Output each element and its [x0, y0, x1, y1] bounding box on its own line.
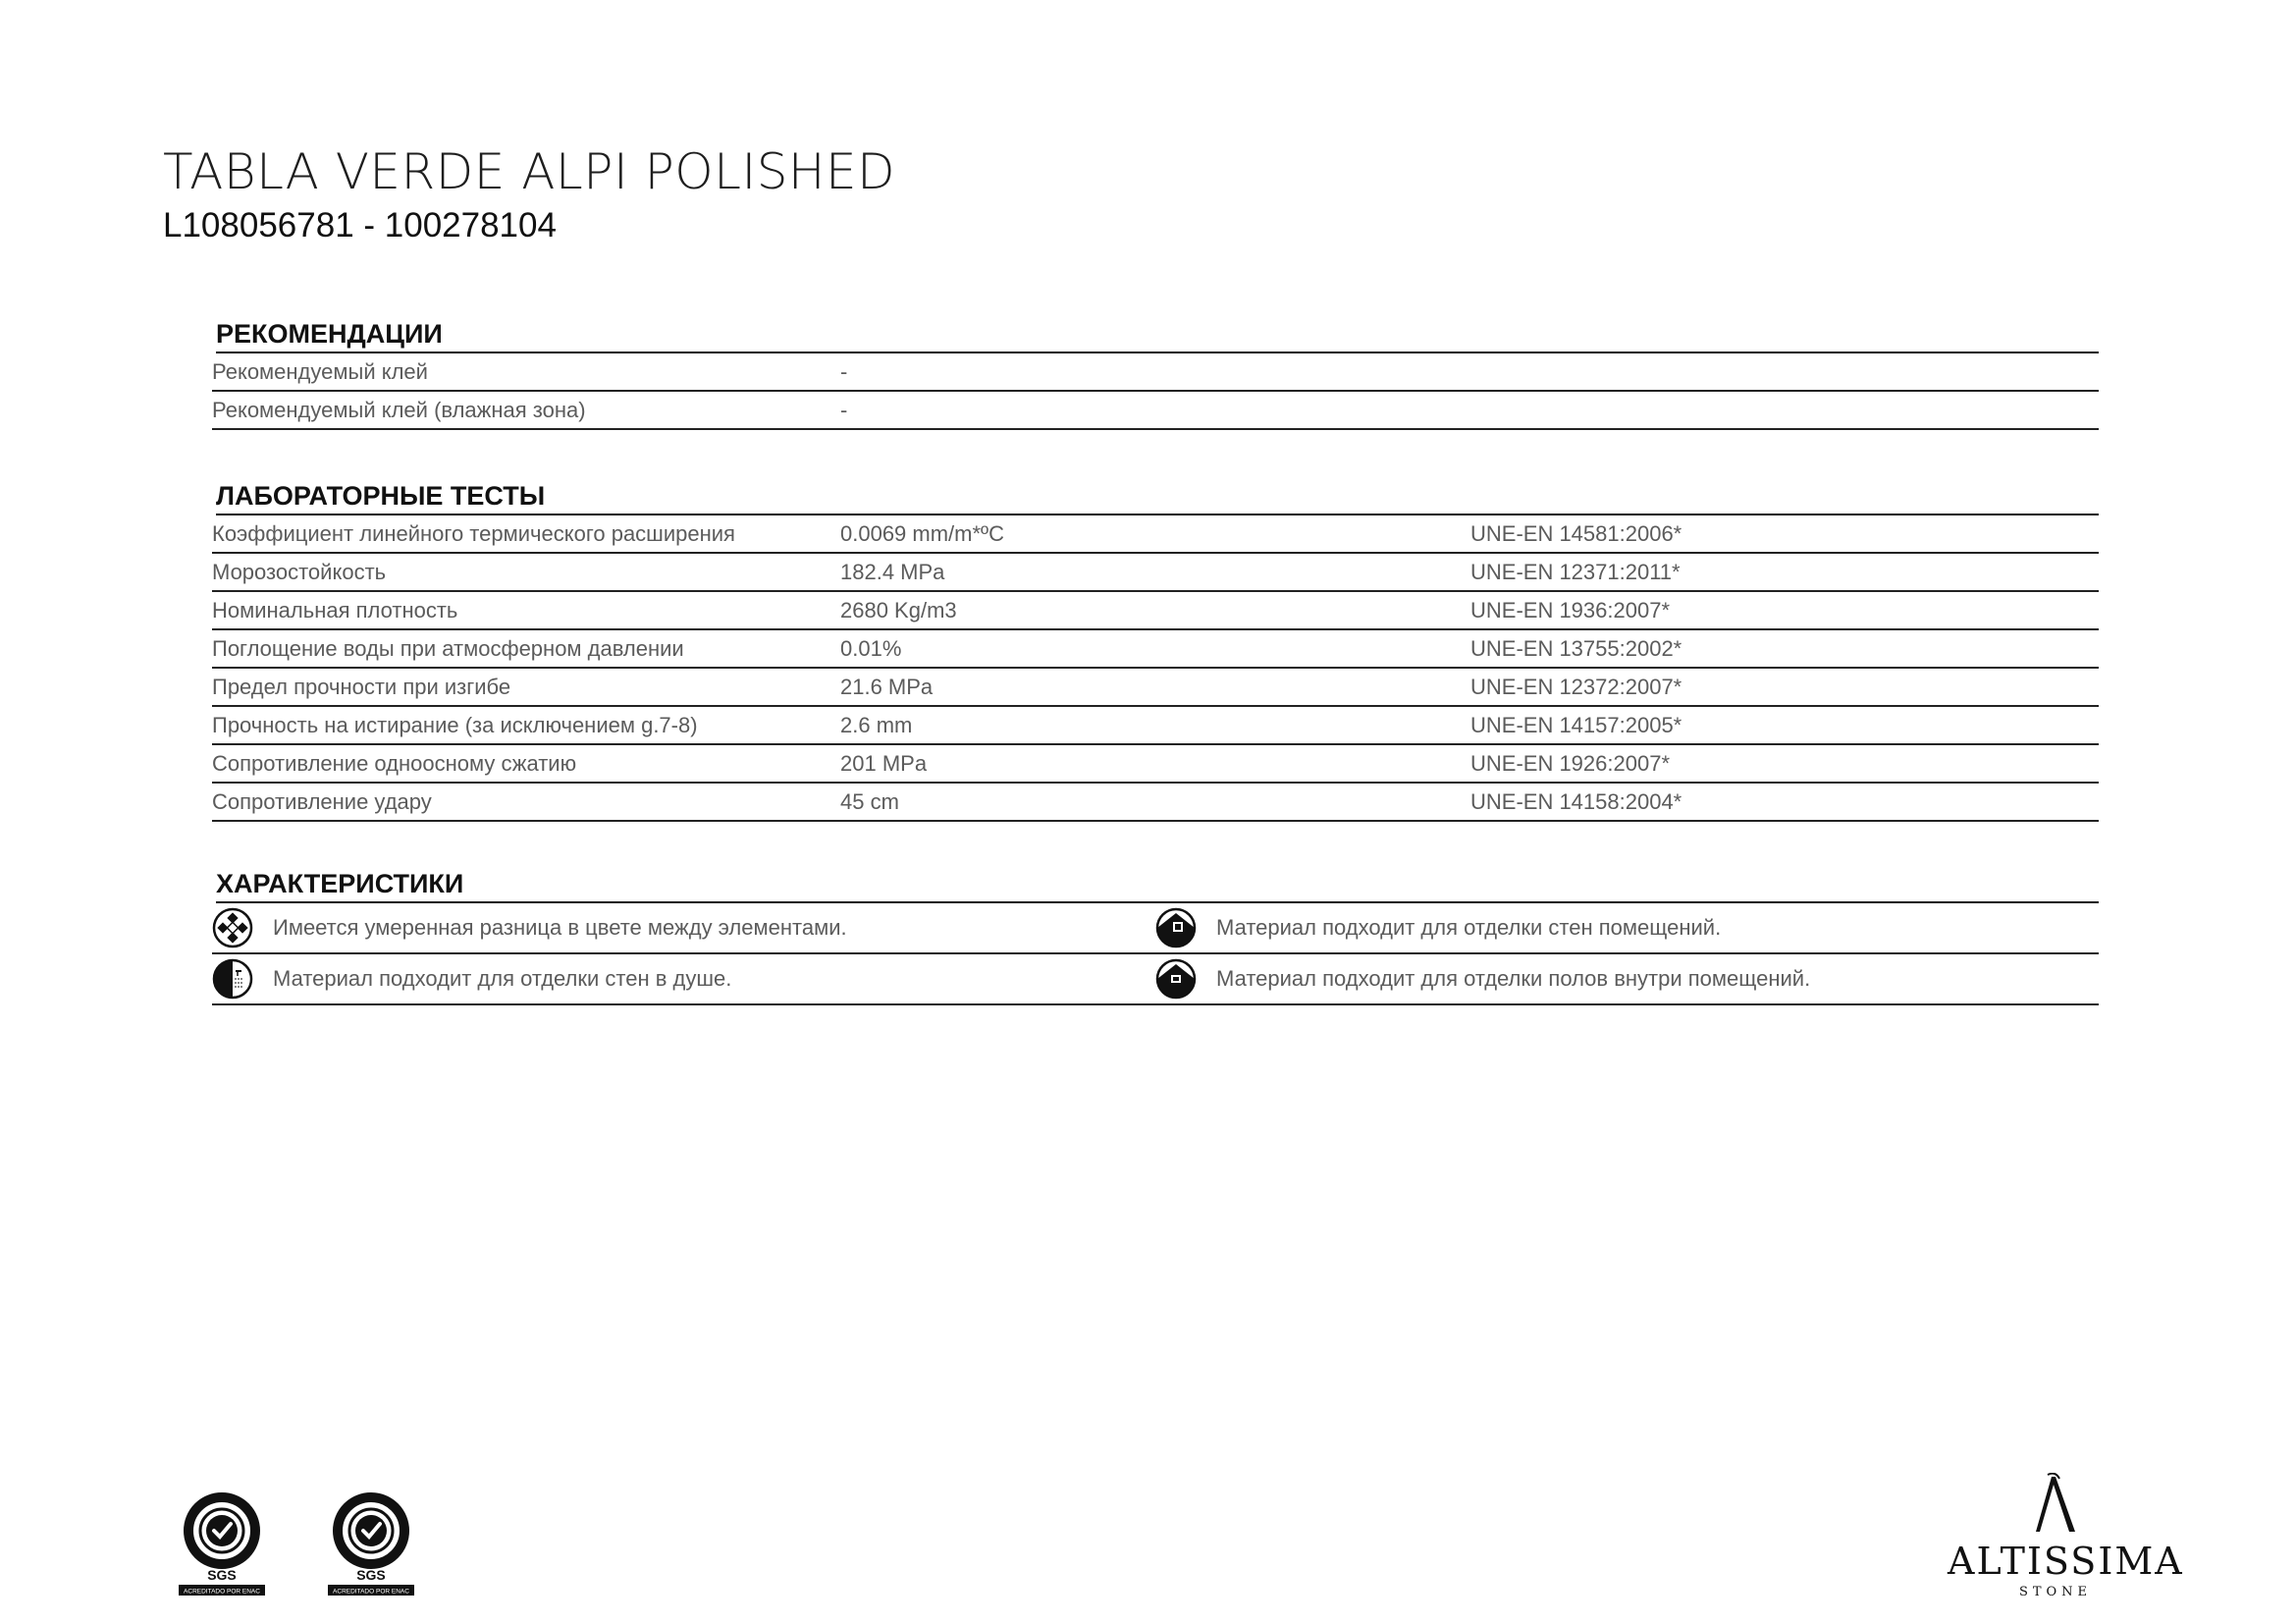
table-row — [212, 392, 2099, 430]
feature-item — [212, 954, 1155, 1003]
table-row — [212, 353, 2099, 392]
row-standard: UNE-EN 14581:2006* — [1470, 521, 1682, 546]
table-row — [212, 630, 2099, 669]
recommendations-section — [212, 316, 2099, 430]
interior-floor-icon — [1155, 958, 1197, 1000]
feature-row — [212, 954, 2099, 1005]
iso-14001-certification-badge — [175, 1488, 269, 1597]
feature-text: Материал подходит для отделки стен в душе. — [273, 966, 732, 991]
interior-wall-icon — [1155, 907, 1197, 948]
row-value: - — [840, 398, 848, 422]
characteristics-section — [212, 866, 2099, 1005]
table-row — [212, 669, 2099, 707]
recommendations-heading: РЕКОМЕНДАЦИИ — [216, 316, 2099, 353]
row-standard: UNE-EN 1926:2007* — [1470, 751, 1671, 776]
row-label: Коэффициент линейного термического расширения — [212, 521, 735, 546]
table-row — [212, 784, 2099, 822]
altissima-stone-logo — [1948, 1473, 2184, 1610]
table-row — [212, 745, 2099, 784]
svg-text:ACREDITADO POR ENAC: ACREDITADO POR ENAC — [184, 1588, 260, 1596]
row-label: Рекомендуемый клей — [212, 359, 428, 384]
row-value: 0.01% — [840, 636, 902, 661]
iso-9001-certification-badge — [324, 1488, 418, 1597]
row-standard: UNE-EN 1936:2007* — [1470, 598, 1671, 623]
row-value: 201 MPa — [840, 751, 928, 776]
feature-text: Имеется умеренная разница в цвете между элементами. — [273, 915, 847, 940]
row-value: 182.4 MPa — [840, 560, 945, 584]
table-row — [212, 515, 2099, 554]
lab-tests-heading: ЛАБОРАТОРНЫЕ ТЕСТЫ — [216, 478, 2099, 515]
feature-item — [1155, 954, 2099, 1003]
lab-tests-section — [212, 478, 2099, 822]
brand-name: ALTISSIMA — [1948, 1540, 2184, 1583]
characteristics-heading: ХАРАКТЕРИСТИКИ — [216, 866, 2099, 903]
row-value: 45 cm — [840, 789, 899, 814]
feature-row — [212, 903, 2099, 954]
table-row — [212, 592, 2099, 630]
row-label: Морозостойкость — [212, 560, 387, 584]
feature-item — [1155, 903, 2099, 952]
svg-text:SGS: SGS — [207, 1567, 237, 1583]
row-value: 0.0069 mm/m*ºC — [840, 521, 1004, 546]
row-standard: UNE-EN 12372:2007* — [1470, 675, 1682, 699]
feature-text: Материал подходит для отделки полов внутри помещений. — [1216, 966, 1811, 991]
row-standard: UNE-EN 13755:2002* — [1470, 636, 1682, 661]
row-label: Предел прочности при изгибе — [212, 675, 511, 699]
color-variation-icon — [212, 907, 253, 948]
svg-text:SGS: SGS — [356, 1567, 386, 1583]
product-code: L108056781 - 100278104 — [163, 206, 557, 244]
row-standard: UNE-EN 14158:2004* — [1470, 789, 1682, 814]
product-title: TABLA VERDE ALPI POLISHED — [163, 143, 896, 200]
row-standard: UNE-EN 14157:2005* — [1470, 713, 1682, 737]
row-value: 21.6 MPa — [840, 675, 934, 699]
shower-wall-icon — [212, 958, 253, 1000]
feature-text: Материал подходит для отделки стен помещений. — [1216, 915, 1722, 940]
svg-text:ACREDITADO POR ENAC: ACREDITADO POR ENAC — [333, 1588, 409, 1596]
row-standard: UNE-EN 12371:2011* — [1470, 560, 1681, 584]
table-row — [212, 707, 2099, 745]
row-value: 2.6 mm — [840, 713, 913, 737]
feature-item — [212, 903, 1155, 952]
brand-tagline: STONE — [2018, 1585, 2093, 1599]
row-label: Прочность на истирание (за исключением g.7-8) — [212, 713, 698, 737]
row-label: Сопротивление удару — [212, 789, 432, 814]
row-label: Номинальная плотность — [212, 598, 458, 623]
row-value: - — [840, 359, 848, 384]
row-label: Рекомендуемый клей (влажная зона) — [212, 398, 586, 422]
table-row — [212, 554, 2099, 592]
altissima-mark-icon — [2026, 1473, 2085, 1536]
row-value: 2680 Kg/m3 — [840, 598, 957, 623]
row-label: Сопротивление одноосному сжатию — [212, 751, 577, 776]
row-label: Поглощение воды при атмосферном давлении — [212, 636, 684, 661]
